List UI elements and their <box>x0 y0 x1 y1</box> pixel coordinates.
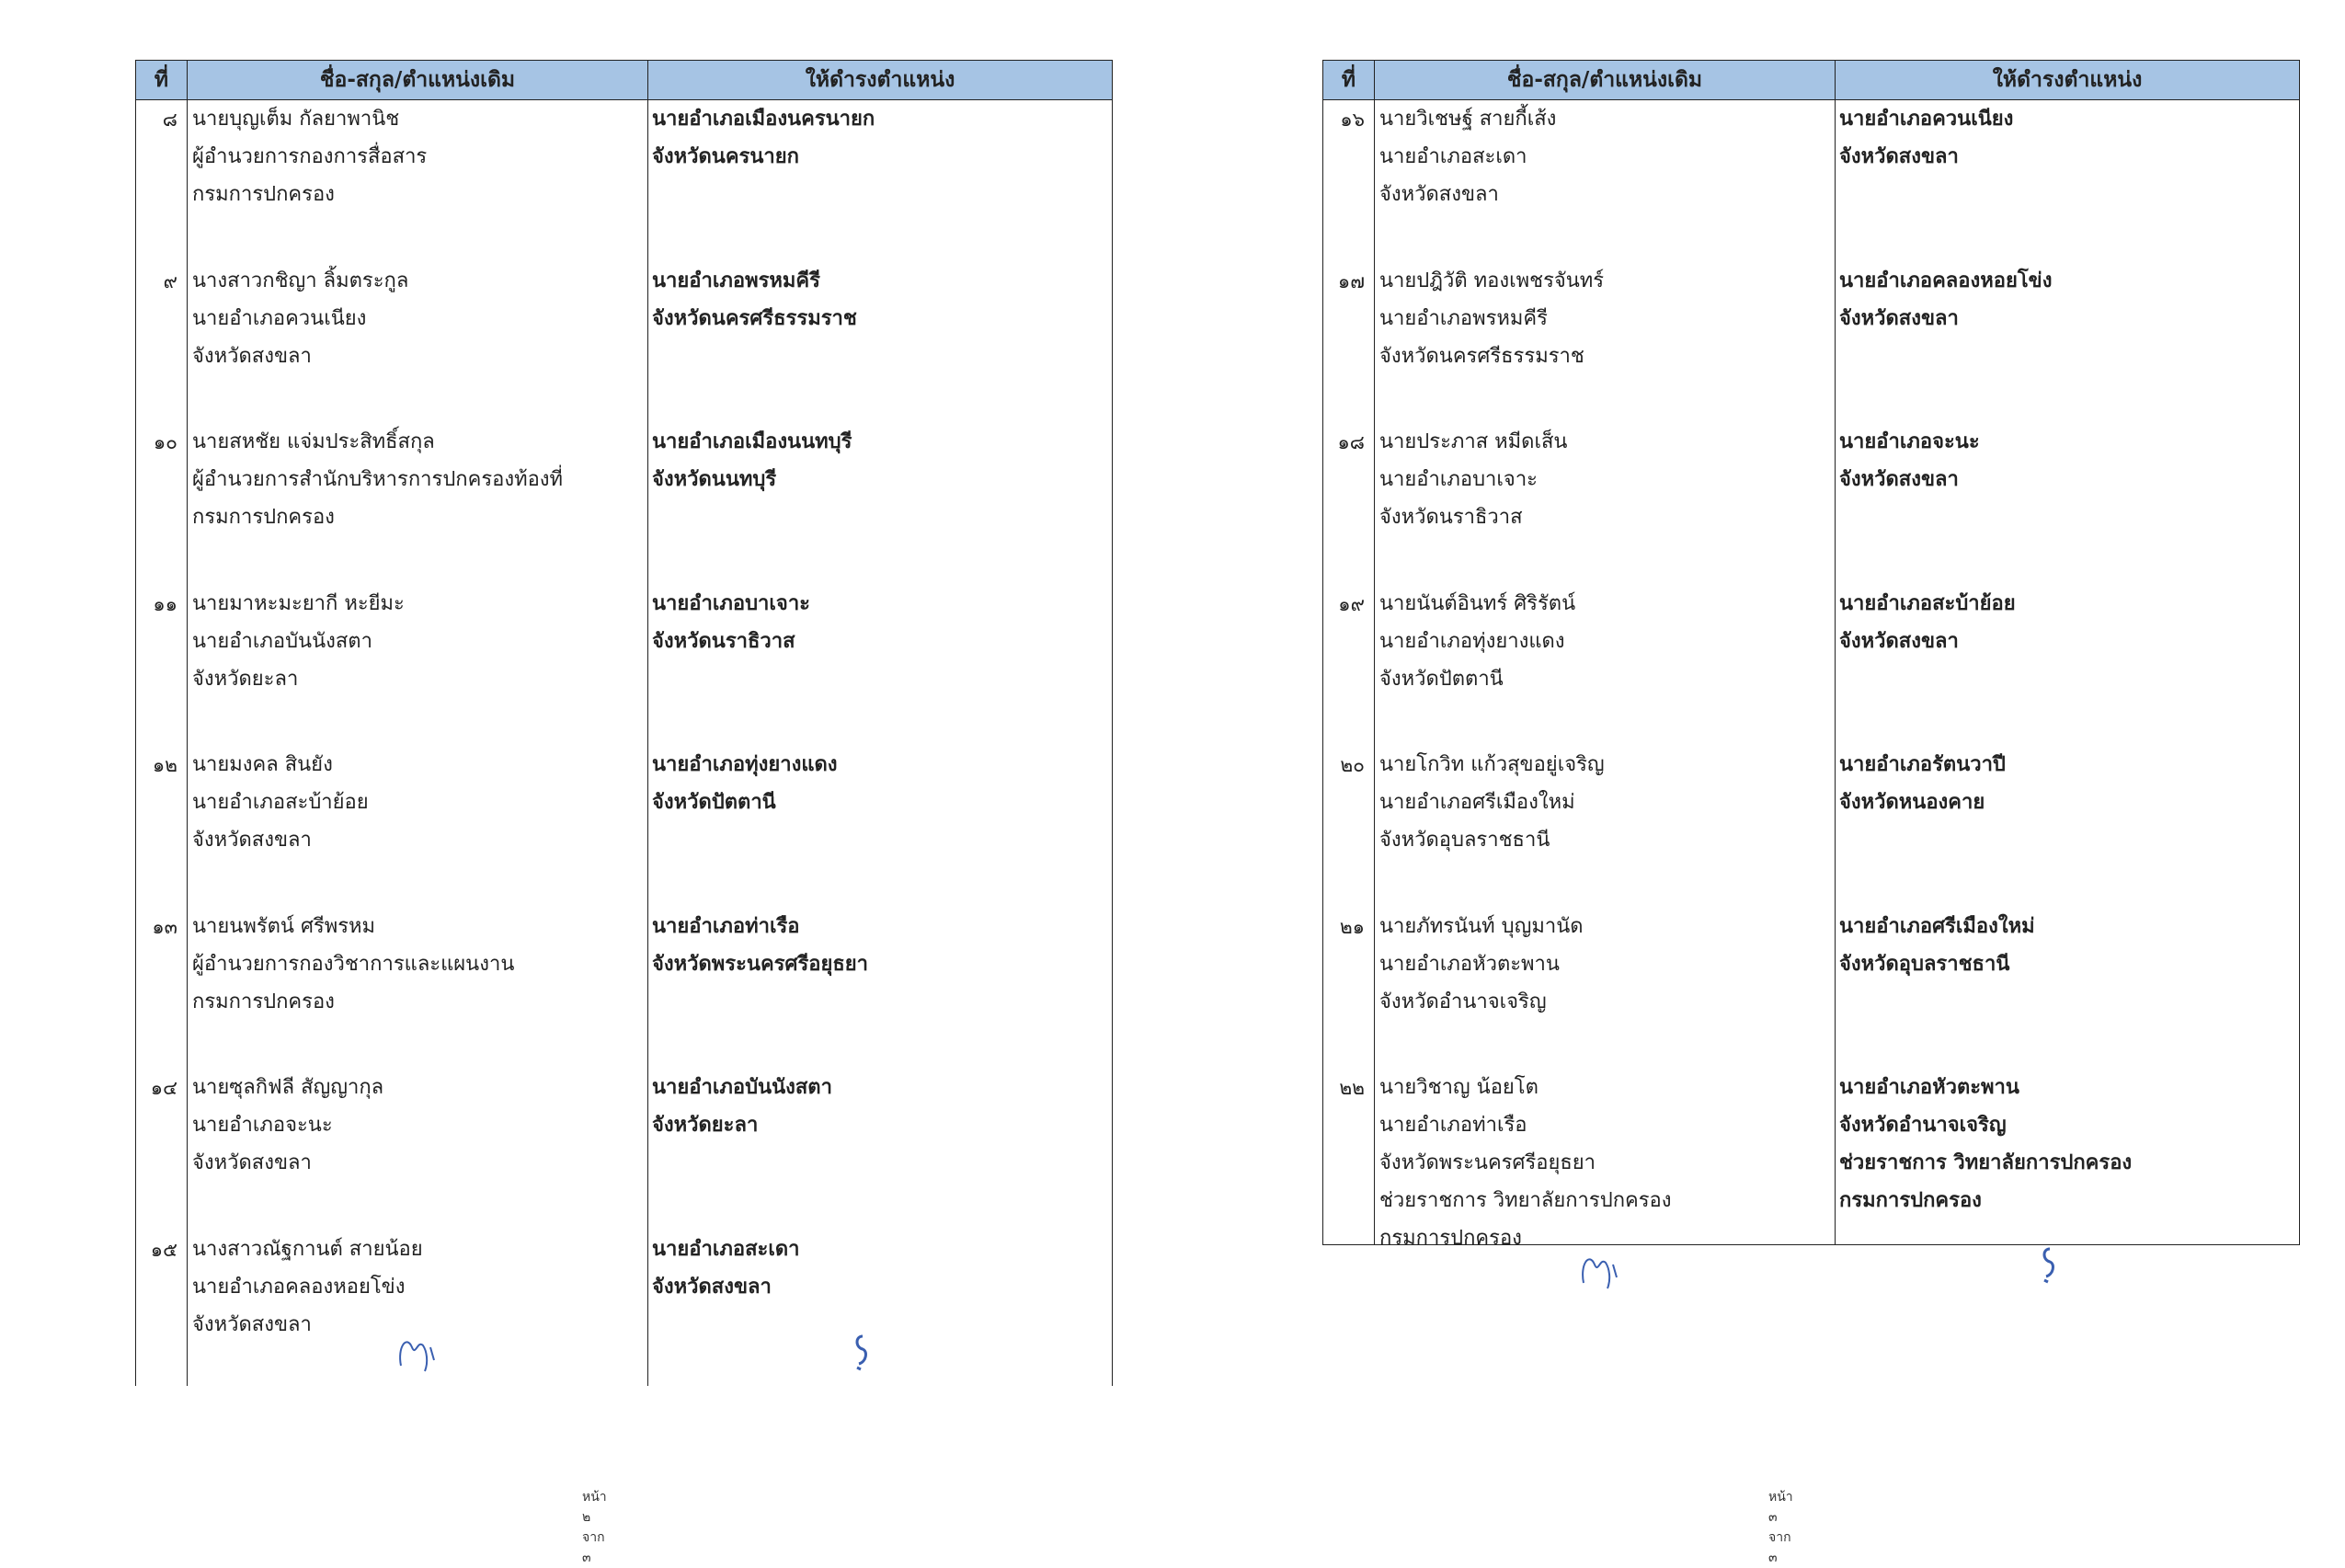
row-number: ๑๒ <box>152 754 177 776</box>
table-row <box>136 585 1112 750</box>
new-position-line: นายอำเภอบันนังสตา <box>652 1076 832 1099</box>
old-position-line: นายอำเภอจะนะ <box>192 1114 333 1137</box>
row-number: ๒๑ <box>1339 915 1365 938</box>
old-position-line: จังหวัดสงขลา <box>1379 183 1499 206</box>
row-number: ๒๐ <box>1340 754 1365 776</box>
table-row <box>136 1069 1112 1234</box>
table-row <box>1323 1069 2299 1250</box>
header-new-position: ให้ดำรงตำแหน่ง <box>805 68 955 92</box>
old-position-line: จังหวัดอุบลราชธานี <box>1379 829 1550 852</box>
old-position-line: นายบุญเต็ม กัลยาพานิช <box>192 108 400 131</box>
new-position-line: นายอำเภอจะนะ <box>1839 430 1980 453</box>
table-header <box>136 60 1112 100</box>
new-position-line: จังหวัดสงขลา <box>652 1275 772 1299</box>
header-old-position: ชื่อ-สกุล/ตำแหน่งเดิม <box>188 61 648 99</box>
signature-mark <box>835 1329 890 1375</box>
old-position-line: นายนันต์อินทร์ ศิริรัตน์ <box>1379 591 1576 615</box>
old-position-line: จังหวัดสงขลา <box>192 344 312 368</box>
new-position-line: นายอำเภอทุ่งยางแดง <box>652 753 838 776</box>
new-position-line: จังหวัดนราธิวาส <box>652 629 795 653</box>
table-row <box>1323 746 2299 911</box>
old-position-line: นายมาหะมะยากี หะยีมะ <box>192 591 405 615</box>
new-position-line: นายอำเภอเมืองนนทบุรี <box>652 430 852 453</box>
new-position-line: นายอำเภอบาเจาะ <box>652 591 810 615</box>
signature-initials <box>1576 1246 1631 1292</box>
new-position-line: จังหวัดหนองคาย <box>1839 791 1985 814</box>
new-position-line: จังหวัดอุบลราชธานี <box>1839 952 2010 976</box>
new-position-line: นายอำเภอคลองหอยโข่ง <box>1839 269 2053 292</box>
old-position-line: จังหวัดยะลา <box>192 667 299 691</box>
new-position-line: จังหวัดปัตตานี <box>652 791 776 814</box>
page-footer: หน้า ๒ จาก ๓ <box>582 1490 607 1565</box>
appointment-table <box>135 60 1113 1386</box>
old-position-line: นายอำเภอบาเจาะ <box>1379 468 1538 491</box>
old-position-line: จังหวัดพระนครศรีอยุธยา <box>1379 1151 1596 1174</box>
old-position-line: นายอำเภอพรหมคีรี <box>1379 306 1548 330</box>
row-number: ๑๙ <box>1338 592 1365 615</box>
old-position-line: นายประภาส หมีดเส็น <box>1379 430 1568 453</box>
new-position-line: จังหวัดนครนายก <box>652 145 799 168</box>
table-row <box>1323 908 2299 1073</box>
old-position-line: จังหวัดสงขลา <box>192 1312 312 1336</box>
old-position-line: กรมการปกครอง <box>192 990 335 1013</box>
new-position-line: นายอำเภอควนเนียง <box>1839 108 2014 131</box>
old-position-line: นายซุลกิฟลี สัญญากุล <box>192 1076 384 1099</box>
row-number: ๑๕ <box>150 1238 177 1261</box>
row-number: ๑๗ <box>1337 269 1365 292</box>
old-position-line: นายมงคล สินยัง <box>192 753 333 776</box>
table-row <box>136 908 1112 1073</box>
row-number: ๑๘ <box>1337 431 1365 453</box>
new-position-line: นายอำเภอท่าเรือ <box>652 914 800 938</box>
old-position-line: กรมการปกครอง <box>192 183 335 206</box>
appointment-table <box>1322 60 2300 1250</box>
row-number: ๑๐ <box>153 431 177 453</box>
old-position-line: นายอำเภอสะบ้าย้อย <box>192 791 369 814</box>
new-position-line: จังหวัดสงขลา <box>1839 629 1959 653</box>
new-position-line: จังหวัดสงขลา <box>1839 145 1959 168</box>
table-row <box>136 262 1112 428</box>
old-position-line: นายอำเภอคลองหอยโข่ง <box>192 1275 406 1299</box>
old-position-line: จังหวัดสงขลา <box>192 829 312 852</box>
old-position-line: จังหวัดนราธิวาส <box>1379 506 1523 529</box>
new-position-line: นายอำเภอหัวตะพาน <box>1839 1076 2019 1099</box>
new-position-line: จังหวัดสงขลา <box>1839 306 1959 330</box>
old-position-line: จังหวัดปัตตานี <box>1379 667 1504 691</box>
old-position-line: นางสาวกชิญา ลิ้มตระกูล <box>192 269 409 292</box>
old-position-line: นางสาวณัฐกานต์ สายน้อย <box>192 1237 423 1261</box>
new-position-line: จังหวัดสงขลา <box>1839 468 1959 491</box>
row-number: ๑๔ <box>150 1077 177 1099</box>
table-row <box>1323 585 2299 750</box>
new-position-line: จังหวัดอำนาจเจริญ <box>1839 1114 2007 1137</box>
header-old-position: ชื่อ-สกุล/ตำแหน่งเดิม <box>1375 61 1836 99</box>
old-position-line: นายสหชัย แจ่มประสิทธิ์สกุล <box>192 430 435 453</box>
old-position-line: จังหวัดนครศรีธรรมราช <box>1379 344 1584 368</box>
table-row <box>1323 100 2299 266</box>
old-position-line: จังหวัดอำนาจเจริญ <box>1379 990 1547 1013</box>
new-position-line: นายอำเภอรัตนวาปี <box>1839 753 2006 776</box>
old-position-line: นายอำเภอควนเนียง <box>192 306 367 330</box>
row-number: ๙ <box>163 269 177 292</box>
table-row <box>1323 262 2299 428</box>
old-position-line: นายนพรัตน์ ศรีพรหม <box>192 914 376 938</box>
old-position-line: นายอำเภอหัวตะพาน <box>1379 952 1560 976</box>
old-position-line: ผู้อำนวยการกองการสื่อสาร <box>192 145 428 168</box>
new-position-line: นายอำเภอศรีเมืองใหม่ <box>1839 914 2035 938</box>
row-number: ๒๒ <box>1339 1077 1365 1099</box>
table-row <box>136 100 1112 266</box>
table-row <box>136 1230 1112 1396</box>
old-position-line: ผู้อำนวยการสำนักบริหารการปกครองท้องที่ <box>192 468 564 491</box>
old-position-line: นายอำเภอท่าเรือ <box>1379 1114 1527 1137</box>
new-position-line: จังหวัดนนทบุรี <box>652 468 777 491</box>
table-row <box>136 746 1112 911</box>
old-position-line: นายอำเภอทุ่งยางแดง <box>1379 629 1565 653</box>
old-position-line: ช่วยราชการ วิทยาลัยการปกครอง <box>1379 1189 1672 1212</box>
row-number: ๑๓ <box>152 915 177 938</box>
new-position-line: นายอำเภอสะเดา <box>652 1237 800 1261</box>
old-position-line: นายอำเภอบันนังสตา <box>192 629 372 653</box>
old-position-line: นายโกวิท แก้วสุขอยู่เจริญ <box>1379 753 1605 776</box>
new-position-line: จังหวัดนครศรีธรรมราช <box>652 306 857 330</box>
old-position-line: ผู้อำนวยการกองวิชาการและแผนงาน <box>192 952 515 976</box>
new-position-line: จังหวัดพระนครศรีอยุธยา <box>652 952 869 976</box>
table-row <box>1323 423 2299 589</box>
table-header <box>1323 60 2299 100</box>
new-position-line: นายอำเภอพรหมคีรี <box>652 269 820 292</box>
row-number: ๑๑ <box>153 592 177 615</box>
table-row <box>136 423 1112 589</box>
new-position-line: กรมการปกครอง <box>1839 1189 1982 1212</box>
old-position-line: นายวิเชษฐ์ สายกี้เส้ง <box>1379 108 1557 131</box>
header-no: ที่ <box>136 61 188 99</box>
old-position-line: นายวิชาญ น้อยโต <box>1379 1076 1539 1099</box>
signature-mark <box>2022 1242 2077 1288</box>
old-position-line: นายอำเภอสะเดา <box>1379 145 1527 168</box>
old-position-line: นายอำเภอศรีเมืองใหม่ <box>1379 791 1575 814</box>
new-position-line: นายอำเภอสะบ้าย้อย <box>1839 591 2016 615</box>
new-position-line: จังหวัดยะลา <box>652 1114 759 1137</box>
old-position-line: กรมการปกครอง <box>192 506 335 529</box>
header-no: ที่ <box>1323 61 1375 99</box>
old-position-line: นายปฎิวัติ ทองเพชรจันทร์ <box>1379 269 1605 292</box>
old-position-line: กรมการปกครอง <box>1379 1227 1522 1250</box>
old-position-line: นายภัทรนันท์ บุญมานัด <box>1379 914 1584 938</box>
row-number: ๑๖ <box>1340 109 1365 131</box>
row-number: ๘ <box>162 109 177 131</box>
new-position-line: ช่วยราชการ วิทยาลัยการปกครอง <box>1839 1151 2133 1174</box>
signature-initials <box>394 1329 449 1375</box>
header-new-position: ให้ดำรงตำแหน่ง <box>1992 68 2143 92</box>
page-footer: หน้า ๓ จาก ๓ <box>1768 1490 1793 1565</box>
old-position-line: จังหวัดสงขลา <box>192 1151 312 1174</box>
new-position-line: นายอำเภอเมืองนครนายก <box>652 108 875 131</box>
